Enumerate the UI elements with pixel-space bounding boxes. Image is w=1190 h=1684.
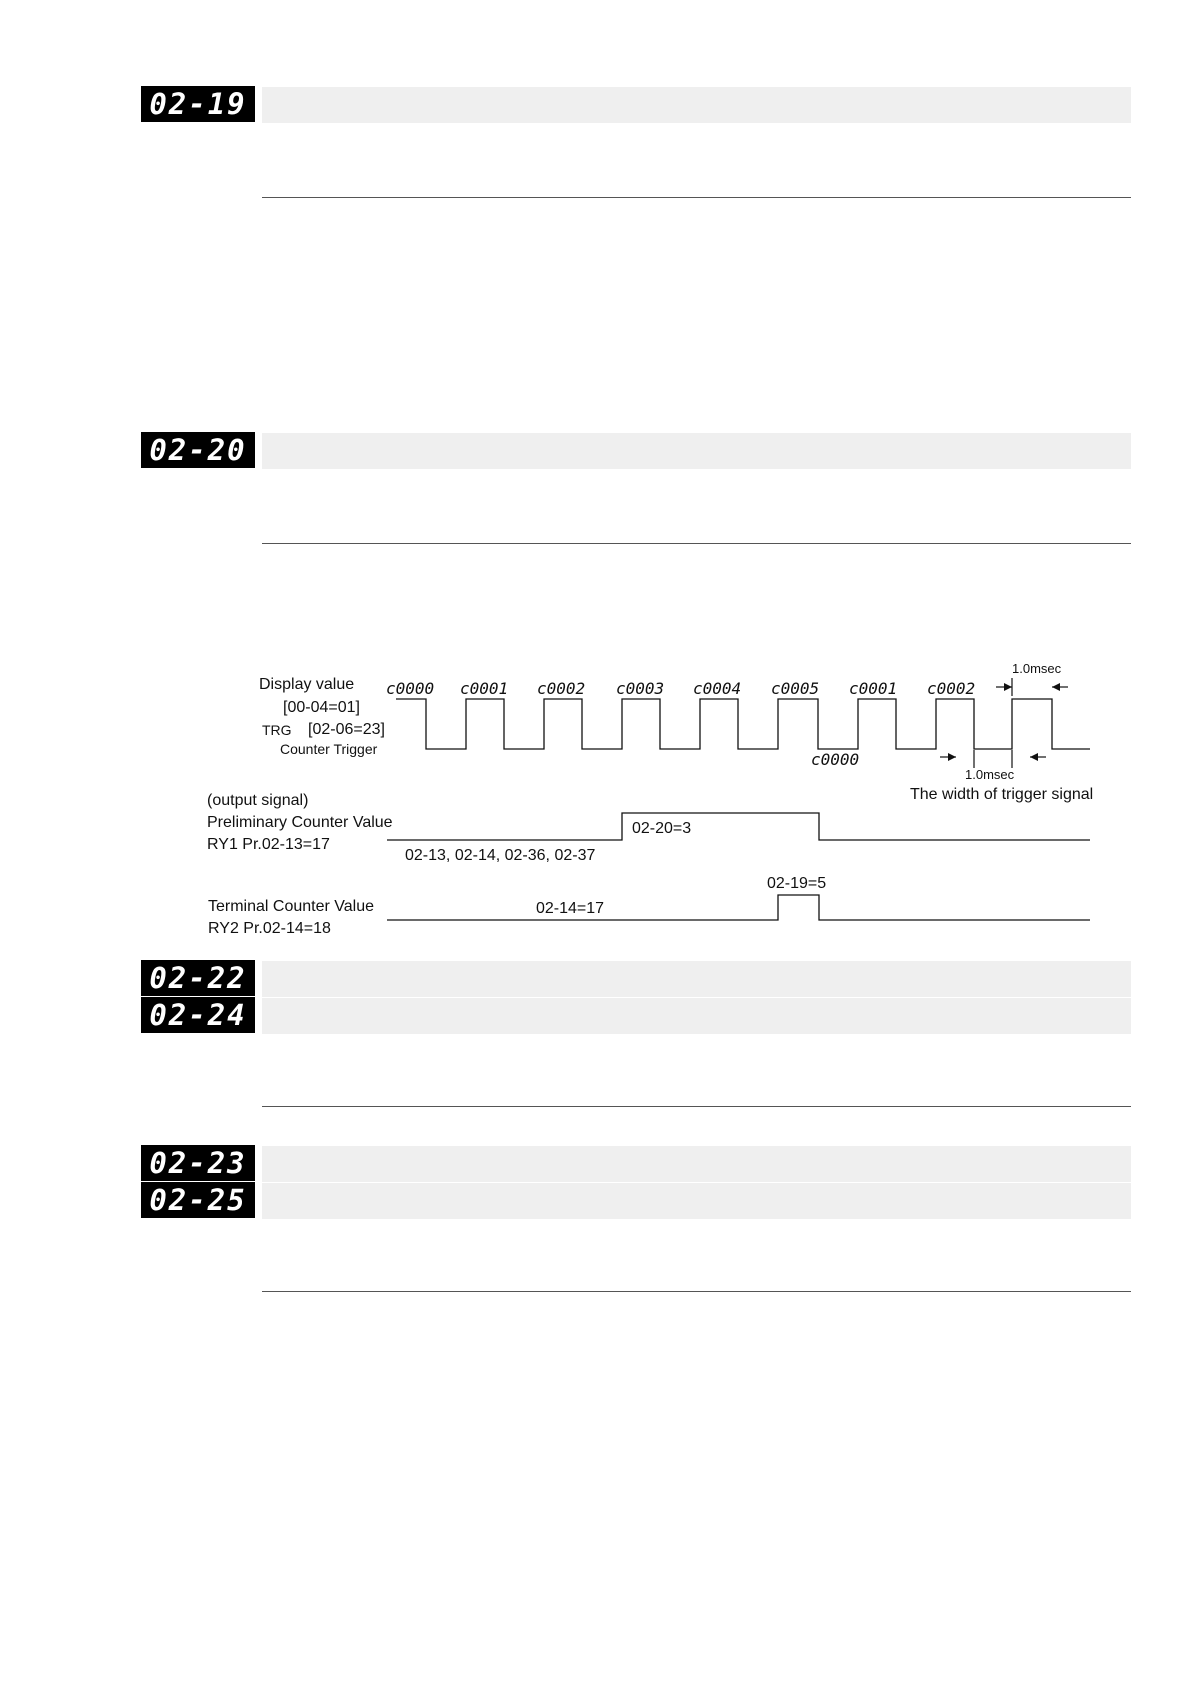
trigger-waveform <box>396 699 1090 749</box>
param-code-badge: 02-24 <box>141 997 255 1033</box>
display-value-6: c0001 <box>849 679 898 698</box>
display-value-label: Display value <box>259 676 355 693</box>
display-value-2: c0002 <box>537 679 586 698</box>
pulse-width-top: 1.0msec <box>1012 661 1062 676</box>
param-row-02-25 <box>141 1182 1131 1218</box>
terminal-counter-waveform <box>387 895 1090 920</box>
ry1-label: RY1 Pr.02-13=17 <box>207 836 330 853</box>
param-code-badge: 02-19 <box>141 86 255 122</box>
low-width-arrowhead-right <box>1030 753 1038 761</box>
param-row-02-24 <box>141 997 1131 1033</box>
counter-trigger-label: Counter Trigger <box>280 741 378 757</box>
param-title-bar <box>262 1146 1131 1182</box>
display-value-7: c0002 <box>927 679 976 698</box>
param-title-bar <box>262 87 1131 123</box>
section-divider <box>262 1291 1131 1292</box>
display-value-5: c0005 <box>771 679 820 698</box>
param-title-bar <box>262 961 1131 997</box>
display-value-3: c0003 <box>616 679 665 698</box>
preliminary-value-label: 02-20=3 <box>632 820 692 837</box>
param-row-02-23 <box>141 1145 1131 1181</box>
low-width-arrowhead-left <box>948 753 956 761</box>
terminal-param-label: 02-14=17 <box>536 900 605 917</box>
terminal-counter-label: Terminal Counter Value <box>208 898 375 915</box>
trigger-width-label: The width of trigger signal <box>910 786 1094 803</box>
param-code-badge: 02-20 <box>141 432 255 468</box>
display-value-4: c0004 <box>693 679 742 698</box>
width-arrowhead-left <box>1004 683 1012 691</box>
section-divider <box>262 197 1131 198</box>
preliminary-counter-waveform <box>387 813 1090 840</box>
param-row-02-19 <box>141 86 1131 122</box>
param-row-02-20 <box>141 432 1131 468</box>
terminal-value-label: 02-19=5 <box>767 875 827 892</box>
section-divider <box>262 1106 1131 1107</box>
param-row-02-22 <box>141 960 1131 996</box>
trg-label: TRG <box>262 722 292 738</box>
display-param-label: [00-04=01] <box>283 699 360 716</box>
reset-display-value: c0000 <box>811 750 860 769</box>
param-code-badge: 02-22 <box>141 960 255 996</box>
section-divider <box>262 543 1131 544</box>
output-signal-label: (output signal) <box>207 792 309 809</box>
preliminary-counter-label: Preliminary Counter Value <box>207 814 393 831</box>
pulse-width-bottom: 1.0msec <box>965 767 1015 782</box>
param-code-badge: 02-23 <box>141 1145 255 1181</box>
display-value-1: c0001 <box>460 679 509 698</box>
ry2-label: RY2 Pr.02-14=18 <box>208 920 331 937</box>
params-list-label: 02-13, 02-14, 02-36, 02-37 <box>405 847 596 864</box>
display-value-0: c0000 <box>386 679 435 698</box>
counter-timing-diagram <box>0 650 1190 950</box>
param-title-bar <box>262 1183 1131 1219</box>
param-title-bar <box>262 433 1131 469</box>
trg-param-label: [02-06=23] <box>308 721 385 738</box>
param-title-bar <box>262 998 1131 1034</box>
param-code-badge: 02-25 <box>141 1182 255 1218</box>
width-arrowhead-right <box>1052 683 1060 691</box>
